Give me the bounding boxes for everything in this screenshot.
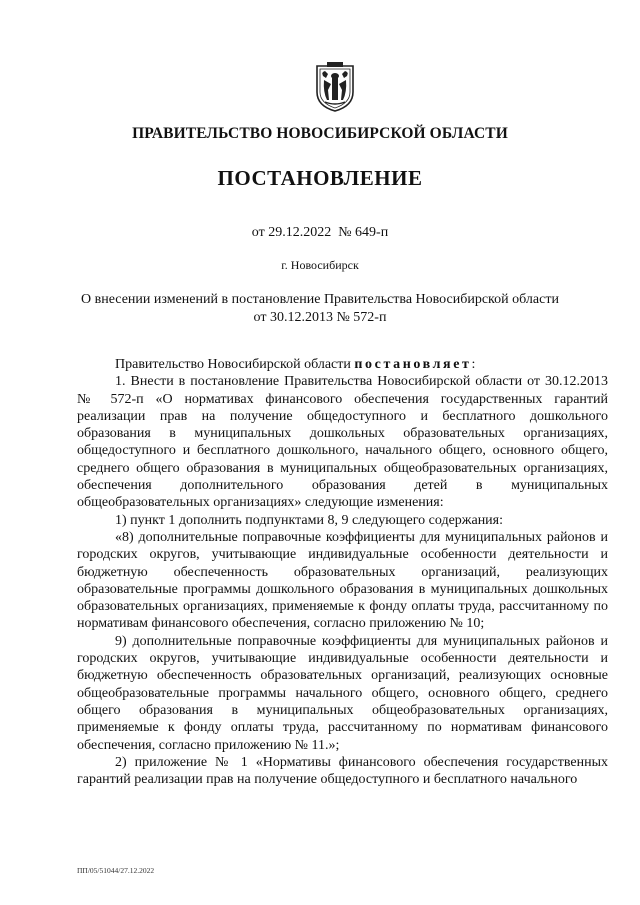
footer-code: ПП/05/51044/27.12.2022 <box>77 866 155 875</box>
paragraph-5: 2) приложение № 1 «Нормативы финансового обеспечения государственных гарантий реализации прав на получение общедоступного и бесплатного начального <box>77 754 608 788</box>
paragraph-4: 9) дополнительные поправочные коэффициенты для муниципальных районов и городских округов, учитывающие индивидуальные особенности деятельности и бюджетную обеспеченность образовательных организаций, реализующих основные общеобразовательные программы начального общего, основного общего, среднего общего образования в муниципальных общеобразовательных организациях, применяемые к фонду оплаты труда, рассчитанному по нормативам финансового обеспечения, согласно приложению № 11.»; <box>77 633 608 753</box>
document-type: ПОСТАНОВЛЕНИЕ <box>217 166 423 190</box>
coat-of-arms-icon <box>313 62 357 112</box>
document-date-number: от 29.12.2022 № 649-п <box>251 225 389 240</box>
document-city: г. Новосибирск <box>281 258 359 272</box>
paragraph-3: «8) дополнительные поправочные коэффициенты для муниципальных районов и городских округов, учитывающие индивидуальные особенности деятельности и бюджетную обеспеченность образовательных организаций, реализующих образовательные программы дошкольного образования в муниципальных дошкольных образовательных организациях, применяемые к фонду оплаты труда, рассчитанному по нормативам финансового обеспечения, согласно приложению № 10; <box>77 529 608 632</box>
intro-paragraph <box>77 356 608 373</box>
intro-suffix: : <box>471 357 476 372</box>
title-line-1: О внесении изменений в постановление Правительства Новосибирской области <box>81 292 559 307</box>
document-body <box>77 356 608 788</box>
intro-prefix: Правительство Новосибирской области <box>115 357 355 372</box>
intro-decree-word: постановляет <box>354 357 472 372</box>
title-line-2: от 30.12.2013 № 572-п <box>253 310 387 325</box>
document-title <box>60 291 580 327</box>
organization-name: ПРАВИТЕЛЬСТВО НОВОСИБИРСКОЙ ОБЛАСТИ <box>132 125 508 142</box>
paragraph-1: 1. Внести в постановление Правительства Новосибирской области от 30.12.2013 № 572-п «О нормативах финансового обеспечения государственных гарантий реализации прав на получение общедоступного и бесплатного дошкольного образования в муниципальных дошкольных образовательных организациях, общедоступного и бесплатного дошкольного, начального общего, основного общего, среднего общего образования в муниципальных общеобразовательных организациях, обеспечения дополнительного образования детей в муниципальных общеобразовательных организациях» следующие изменения: <box>77 374 608 511</box>
paragraph-2: 1) пункт 1 дополнить подпунктами 8, 9 следующего содержания: <box>115 512 504 528</box>
